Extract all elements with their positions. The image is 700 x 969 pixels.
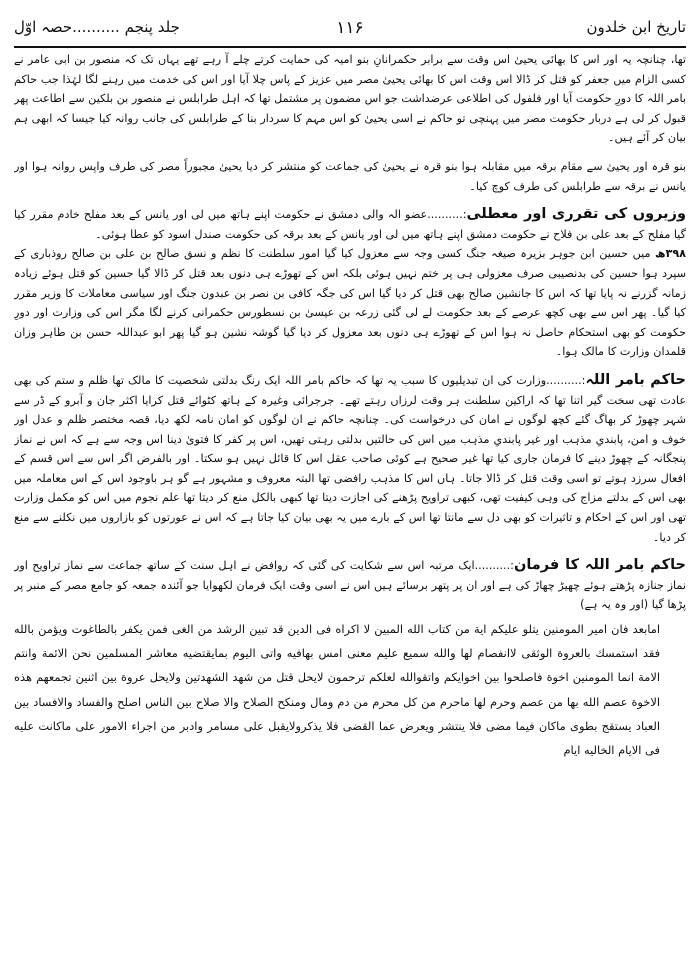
section-heading: حاکم بامر اللہ (585, 371, 686, 388)
page-header (14, 14, 686, 48)
section-heading: وزیروں کی تقرری اور معطلی (466, 206, 686, 223)
paragraph: تھا، چنانچہ یہ اور اس کا بھائی یحییٰ اس وقت سے برابر حکمرانانِ بنو امیہ کی حمایت کرتے چلے آ رہے تھے یہاں تک کہ منصور بن ابی عامر نے کسی الزام میں جعفر کو قتل کر ڈالا اس وقت اس کا بھائی یحییٰ مصر میں عزیز کے پاس چلا آیا اور اس کی خدمت میں رہنے لگا لہٰذا جب حاکم بامر اللہ کا دورِ حکومت آیا اور فلفول کی اطلاعی عرضداشت جو اس مضمون پر مشتمل تھا کہ اہل طرابلس نے منصور بن بلکین سے اطاعت پھر قبول کر لی ہے دربار حکومت مصر میں پہنچی تو حاکم نے اسی یحییٰ کو اس مہم کا سردار بنا کے طرابلس کی جانب روانہ کیا جیسا کہ ابھی ہم بیان کر آئے ہیں۔ (14, 53, 686, 145)
decree-line: اخوایکم واتقوالله لعلکم ترحمون لایحل قتل من شهد الشهدتین ولایحل عروة بین اثنین تجمعهم هذه (14, 670, 481, 685)
book-title: تاریخ ابن خلدون (586, 18, 686, 36)
section-paragraph: حاکم بامر اللہ کا فرمان:..........ایک مرتبہ اس سے شکایت کی گئی کہ روافض نے اہل سنت کے ساتھ جماعت سے نماز تراویح اور نماز جنازہ پڑھتے ہوئے چھیڑ چھاڑ کی ہے اور ان پر پتھر برسائے ہیں اس نے اسی وقت ایک فرمان لکھوایا جو آئندہ جمعہ کو جامع مصر کے منبر پر پڑھا گیا (اور وہ یہ ہے) (14, 557, 686, 612)
decree-line: فمن یکفر بالطاغوت ویؤمن بالله فقد استمسك بالعروة الوثقی لاانفصام لها والله سمیع علیم معنی امس (14, 622, 661, 661)
paragraph: بنو قرہ اور یحییٰ سے مقام برقہ میں مقابلہ ہوا بنو قرہ نے یحییٰ کی جماعت کو منتشر کر دیا یحییٰ مجبوراً مصر کی طرف واپس روانہ ہوا اور یانس نے برقہ سے طرابلس کی طرف کوچ کیا۔ (14, 159, 686, 193)
volume-label: جلد پنجم ..........حصہ اوّل (14, 18, 180, 36)
decree-line: الاخوة عصم الله بها من عصم وحرم لها ماحرم من کل محرم من دم ومال ومنکح الصلاح والا صلاح (195, 694, 661, 709)
year-number: ۳۹۸ھ (655, 247, 686, 261)
section-heading: حاکم بامر اللہ کا فرمان (513, 557, 686, 574)
section-paragraph: حاکم بامر اللہ:..........وزارت کی ان تبدیلیوں کا سبب یہ تھا کہ حاکم بامر اللہ ایک رنگ بدلتی شخصیت کا مالک تھا ظلم و ستم کی بھی عادت تھی سخت گیر اتنا تھا کہ اراکین سلطنت ہر وقت لرزاں رہتے تھے۔ جرجرائی وغیرہ کے ہاتھ کٹوائے قتل کرایا اکثر جان و آبرو کے ڈر سے شہر چھوڑ کر بھاگ گئے کچھ لوگوں نے امان کی درخواست کی۔ چنانچہ حاکم نے ان لوگوں کو امان نامہ لکھ دیا، قصہ مختصر ظلم و عدل اور خوف و امن، پابندیِ مذہب اور غیر پابندیِ مذہب میں اس کی حالتیں بدلتی رہتی تھیں، اس پر کفر کا فتویٰ دینا اس وجہ سے ہے کہ اس نے نماز پنجگانہ کے چھوڑ دینے کا فرمان جاری کیا تھا غیر صحیح ہے کوئی صاحب عقل اس کا قائل نہیں ہو سکتا۔ اور بالفرض اگر اس سے اس قسم کے افعال سرزد ہوتے تو اسی وقت قتل کر ڈالا جاتا۔ ہاں اس کا مذہب رافضی تھا البتہ معروف و مشہور ہے گو ہر باوجود اس کے اس معاملہ میں بھی اس کے بدلتے مزاج کی وہی کیفیت تھی، کبھی تراویح پڑھنے کی اجازت دیتا تھا کبھی بالکل منع کر دیتا تھا علم نجوم میں اس کو مکمل وزارت تھی اور اس کے احکام و تاثیرات کو بھی دل سے مانتا تھا اس کے بارے میں یہ بھی بیان کیا جاتا ہے کہ اس نے عورتوں کو بازاروں میں نکلنے سے منع کر دیا۔ (14, 371, 686, 544)
section-paragraph: وزیروں کی تقرری اور معطلی:..........عضو الہ والی دمشق نے حکومت اپنے ہاتھ میں لی اور یانس کے بعد مفلح خادم مقرر کیا گیا مفلح کے بعد علی بن فلاح نے حکومت دمشق اپنے ہاتھ میں لی اور یانس کے بعد برقہ کی حکومت صندل اسود کو عطا ہوئی۔ (14, 206, 686, 241)
arabic-decree (14, 617, 660, 762)
decree-line: بین الناس اصلح والفساد والافساد بین العباد یستقج بطوی ماکان فیما مضی فلا ینتشر ویعرض عما (14, 694, 660, 733)
page-number: ۱۱۶ (336, 18, 364, 38)
page-body (14, 50, 686, 965)
decree-line: امابعد فان امیر المومنین یتلو علیکم ایة من کتاب الله المبین لا اکراه فی الدین قد تبین الرشد من الغی (171, 622, 660, 637)
paragraph: ۳۹۸ھ میں حسین ابن جوہر بزیرہ صیغہ جنگ کسی وجہ سے معزول کیا گیا امور سلطنت کا نظم و نسق صالح بن علی بن صالح روذباری کے سپرد ہوا حسین کی بدنصیبی صرف معزولی ہی پر ختم نہیں ہوئی بلکہ اس کے تھوڑے ہی دنوں بعد قتل کر ڈالا گیا حسین کو قتل ہوئے زیادہ زمانہ گزرنے نہ پایا تھا کہ اس کا جانشین صالح بھی قتل کر دیا گیا اس کی جگہ کافی بن نصر بن عبدون جنگ اور سیاسی معاملات کا وزیر مقرر کیا گیا۔ پھر اس سے بھی کچھ عرصے کے بعد حکومت لے لی گئی زرعہ بن عیسیٰ بن نسطورس حکمرانی کرنے لگا مگر اس کی وزارت اور دورِ حکومت کو بھی استحکام حاصل نہ ہوا اس کے تھوڑے ہی دنوں بعد معزول کر دیا گیا گوشہ نشین ہو گیا پھر ابو عبداللہ حسن بن طاہر وزان قلمدان وزارت کا مالک ہوا۔ (14, 247, 686, 359)
decree-line: بهافیه واتی الیوم بمایقتضیه معاشر المسلمین نحن الائمة وانتم الامة انما المومنین اخوة فاصلحوا بین (14, 646, 661, 685)
decree-line: القضی فلا یذکرولایقبل علی مسامر وادبر من اجراء الامور علی ماکانت علیه فی الایام الخالیه ایام (14, 718, 660, 758)
